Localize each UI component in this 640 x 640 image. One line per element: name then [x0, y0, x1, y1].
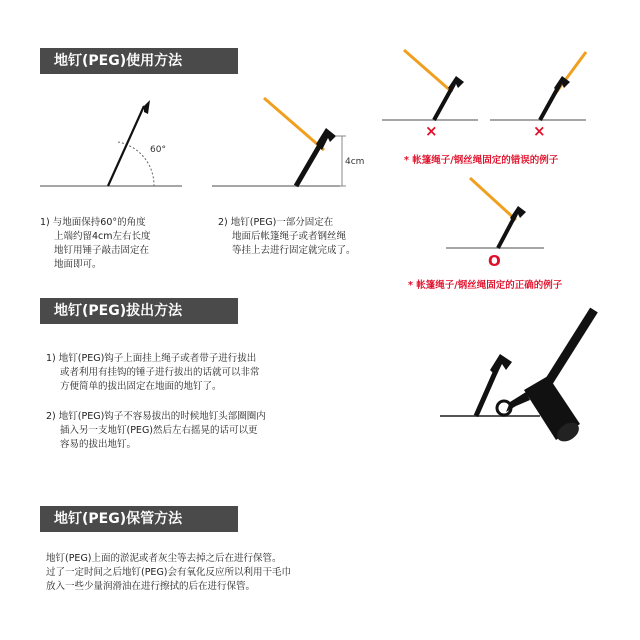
text-line: 插入另一支地钉(PEG)然后左右摇晃的话可以更	[60, 425, 258, 436]
text-line: 过了一定时间之后地钉(PEG)会有氧化反应所以利用干毛巾	[46, 567, 292, 578]
rope	[264, 98, 324, 150]
rope	[470, 178, 516, 220]
storage-text	[46, 552, 291, 594]
angle-arc	[118, 142, 154, 186]
peg-head	[510, 206, 526, 222]
rope	[404, 50, 452, 92]
text-line: 地面即可。	[54, 259, 102, 270]
text-line: 2) 地钉(PEG)钩子不容易拔出的时候地钉头部圈圈内	[46, 411, 266, 422]
section-header-storage	[40, 506, 238, 532]
peg-head	[316, 128, 336, 150]
text-line: 上端约留4cm左右长度	[54, 231, 151, 242]
right-caption: * 帐篷绳子/钢丝绳固定的正确的例子	[408, 280, 563, 291]
right-mark: O	[488, 252, 501, 270]
text-line: 容易的拔出地钉。	[60, 439, 137, 450]
angle-label: 60°	[150, 145, 166, 155]
peg-hook	[144, 100, 150, 114]
peg-shaft	[108, 106, 144, 186]
peg-highlight	[496, 379, 507, 387]
section-header-usage	[40, 48, 238, 74]
text-line: 1) 与地面保持60°的角度	[40, 217, 146, 228]
section-title-storage: 地钉(PEG)保管方法	[54, 511, 183, 527]
removal-step-2	[46, 410, 266, 452]
text-line: 放入一些少量润滑油在进行擦拭的后在进行保管。	[46, 581, 256, 592]
peg-rope-figure	[212, 94, 372, 194]
wrong-caption: * 帐篷绳子/钢丝绳固定的错误的例子	[404, 155, 559, 166]
wrong-mark: ×	[533, 122, 546, 140]
removal-step-1	[46, 352, 260, 394]
peg-angle-figure	[40, 90, 190, 190]
text-line: 等挂上去进行固定就完成了。	[232, 245, 356, 256]
section-header-removal	[40, 298, 238, 324]
text-line: 地钉用锤子敲击固定在	[54, 245, 150, 256]
peg-head	[448, 76, 464, 92]
text-line: 1) 地钉(PEG)钩子上面挂上绳子或者带子进行拔出	[46, 353, 257, 364]
usage-step-2	[218, 216, 356, 258]
text-line: 方便简单的拔出固定在地面的地钉了。	[60, 381, 222, 392]
text-line: 地面后帐篷绳子或者钢丝绳	[232, 231, 347, 242]
hammer-removal-figure	[440, 306, 600, 456]
wrong-example-figure-2	[490, 48, 590, 124]
usage-step-1	[40, 216, 151, 272]
text-line: 地钉(PEG)上面的淤泥或者灰尘等去掉之后在进行保管。	[46, 553, 282, 564]
peg-head	[490, 354, 512, 376]
text-line: 或者利用有挂钩的锤子进行拔出的话就可以非常	[60, 367, 260, 378]
right-example-figure	[440, 176, 550, 252]
wrong-example-figure-1	[382, 48, 482, 124]
text-line: 2) 地钉(PEG)一部分固定在	[218, 217, 334, 228]
wrong-mark: ×	[425, 122, 438, 140]
section-title-removal: 地钉(PEG)拔出方法	[54, 303, 183, 319]
section-title-usage: 地钉(PEG)使用方法	[54, 53, 183, 69]
height-label: 4cm	[345, 157, 365, 167]
